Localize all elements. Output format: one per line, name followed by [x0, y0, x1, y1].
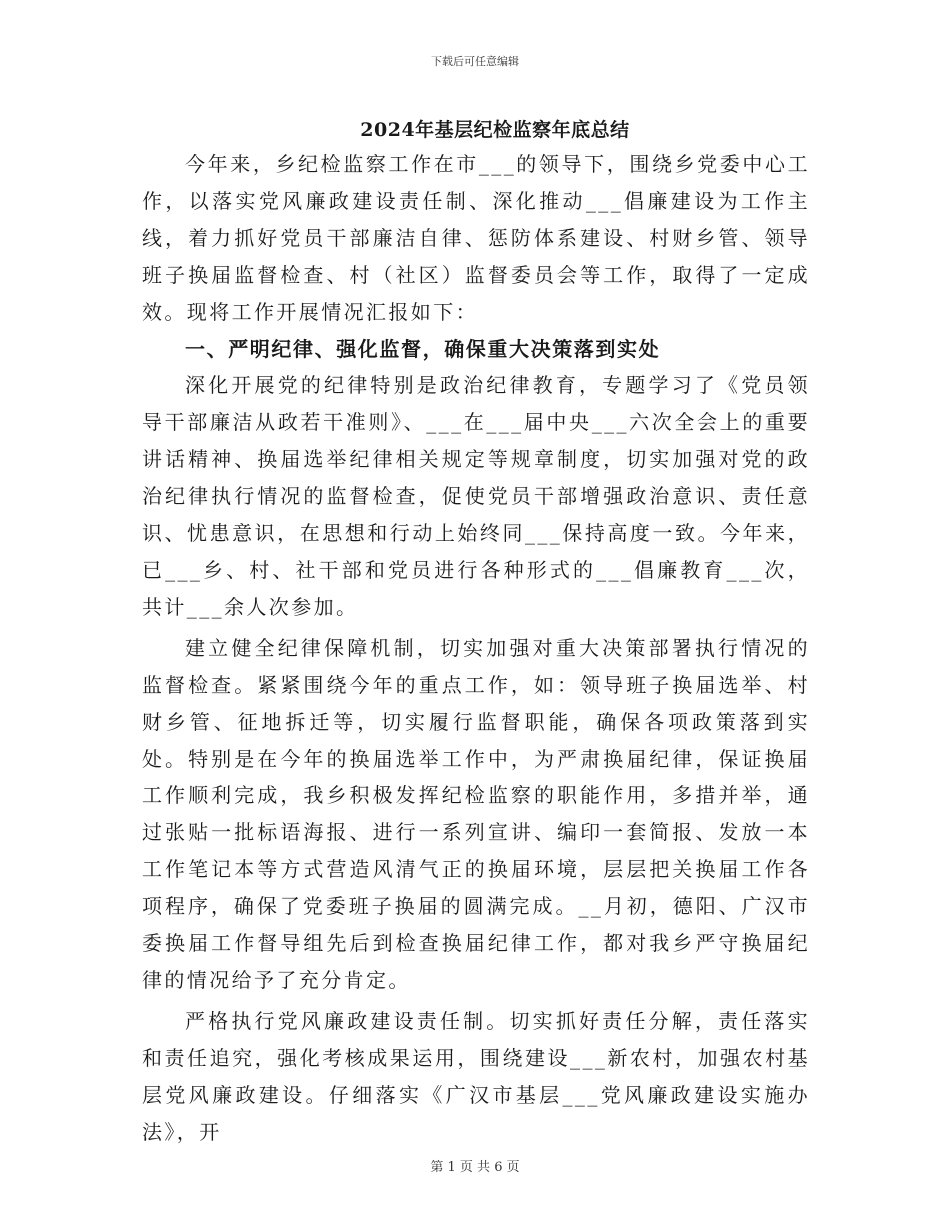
- paragraph-supervision-mechanism: 建立健全纪律保障机制，切实加强对重大决策部署执行情况的监督检查。紧紧围绕今年的重点工作，如：领导班子换届选举、村财乡管、征地拆迁等，切实履行监督职能，确保各项政策落到实处。特别是在今年的换届选举工作中，为严肃换届纪律，保证换届工作顺利完成，我乡积极发挥纪检监察的职能作用，多措并举，通过张贴一批标语海报、进行一系列宣讲、编印一套简报、发放一本工作笔记本等方式营造风清气正的换届环境，层层把关换届工作各项程序，确保了党委班子换届的圆满完成。__月初，德阳、广汉市委换届工作督导组先后到检查换届纪律工作，都对我乡严守换届纪律的情况给予了充分肯定。: [142, 635, 810, 992]
- document-body: [142, 146, 810, 1150]
- section-heading: 一、严明纪律、强化监督，确保重大决策落到实处: [185, 336, 661, 361]
- paragraph-intro: 今年来，乡纪检监察工作在市___的领导下，围绕乡党委中心工作，以落实党风廉政建设责任制、深化推动___倡廉建设为工作主线，着力抓好党员干部廉洁自律、惩防体系建设、村财乡管、领导班子换届监督检查、村（社区）监督委员会等工作，取得了一定成效。现将工作开展情况汇报如下：: [142, 152, 810, 324]
- page-footer: 第 1 页 共 6 页: [430, 1160, 520, 1175]
- page-header: 下载后可任意编辑: [431, 55, 519, 68]
- paragraph-responsibility-system: 严格执行党风廉政建设责任制。切实抓好责任分解，责任落实和责任追究，强化考核成果运用，围绕建设___新农村，加强农村基层党风廉政建设。仔细落实《广汉市基层___党风廉政建设实施办法》，开: [142, 1008, 810, 1144]
- document-title: 2024年基层纪检监察年底总结: [360, 119, 630, 141]
- paragraph-discipline-education: 深化开展党的纪律特别是政治纪律教育，专题学习了《党员领导干部廉洁从政若干准则》、___在___届中央___六次全会上的重要讲话精神、换届选举纪律相关规定等规章制度，切实加强对党的政治纪律执行情况的监督检查，促使党员干部增强政治意识、责任意识、忧患意识，在思想和行动上始终同___保持高度一致。今年来，已___乡、村、社干部和党员进行各种形式的___倡廉教育___次，共计___余人次参加。: [142, 373, 810, 619]
